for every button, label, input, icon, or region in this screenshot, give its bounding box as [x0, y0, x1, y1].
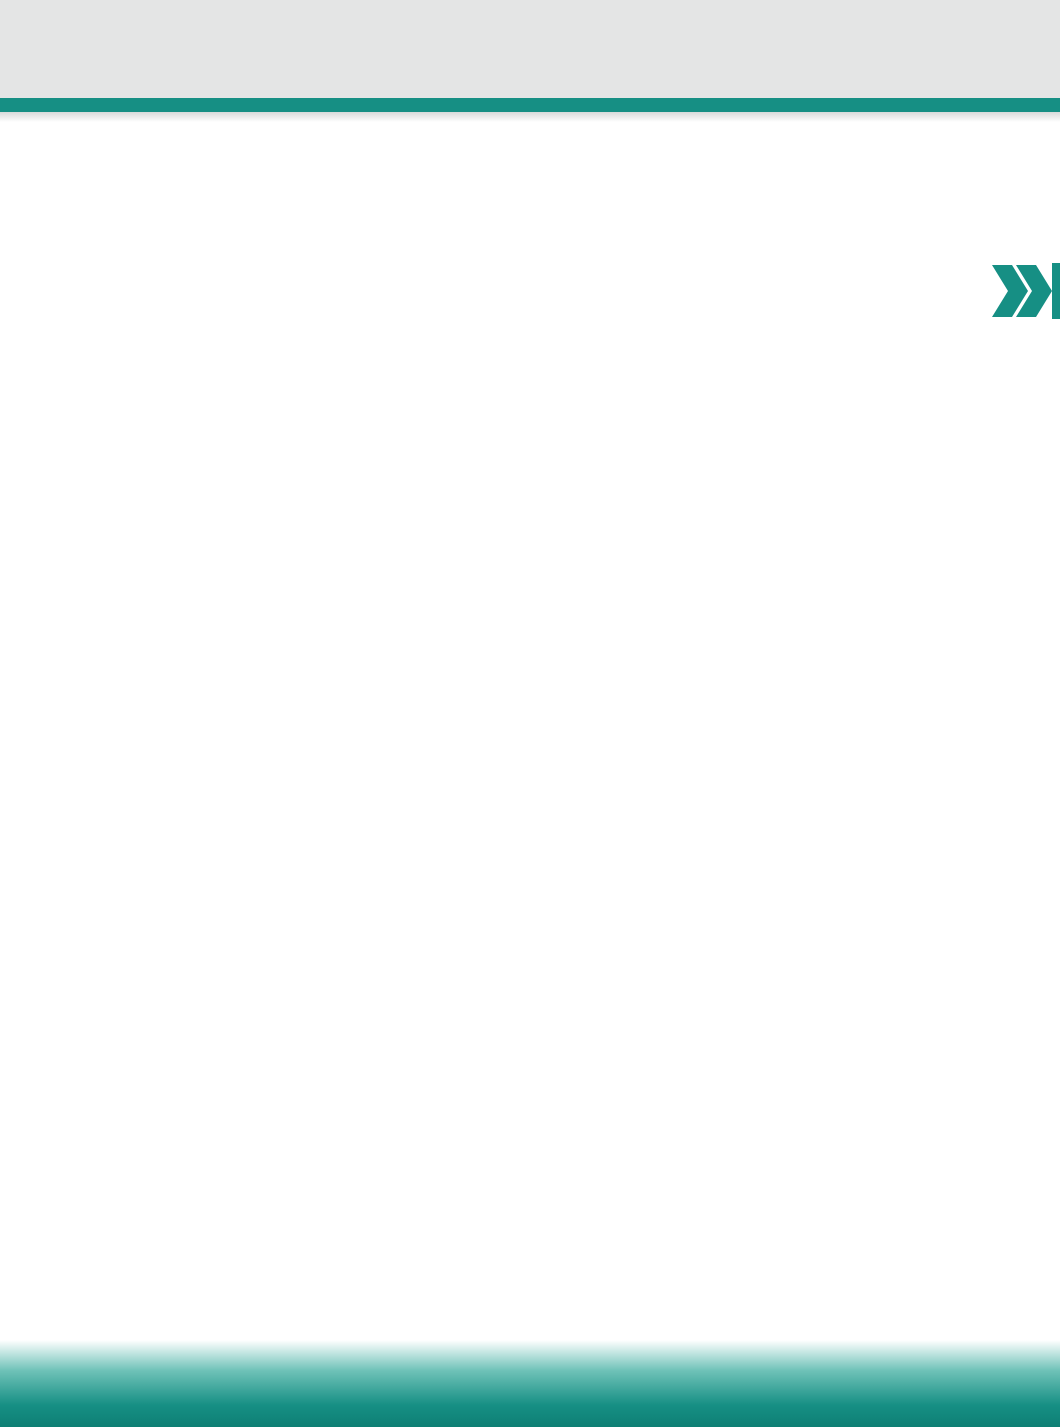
header-bar — [0, 98, 1060, 112]
chevron-right-icon[interactable] — [990, 263, 1060, 319]
header-band — [0, 0, 1060, 100]
header-shadow — [0, 112, 1060, 122]
footer-band — [0, 1340, 1060, 1427]
